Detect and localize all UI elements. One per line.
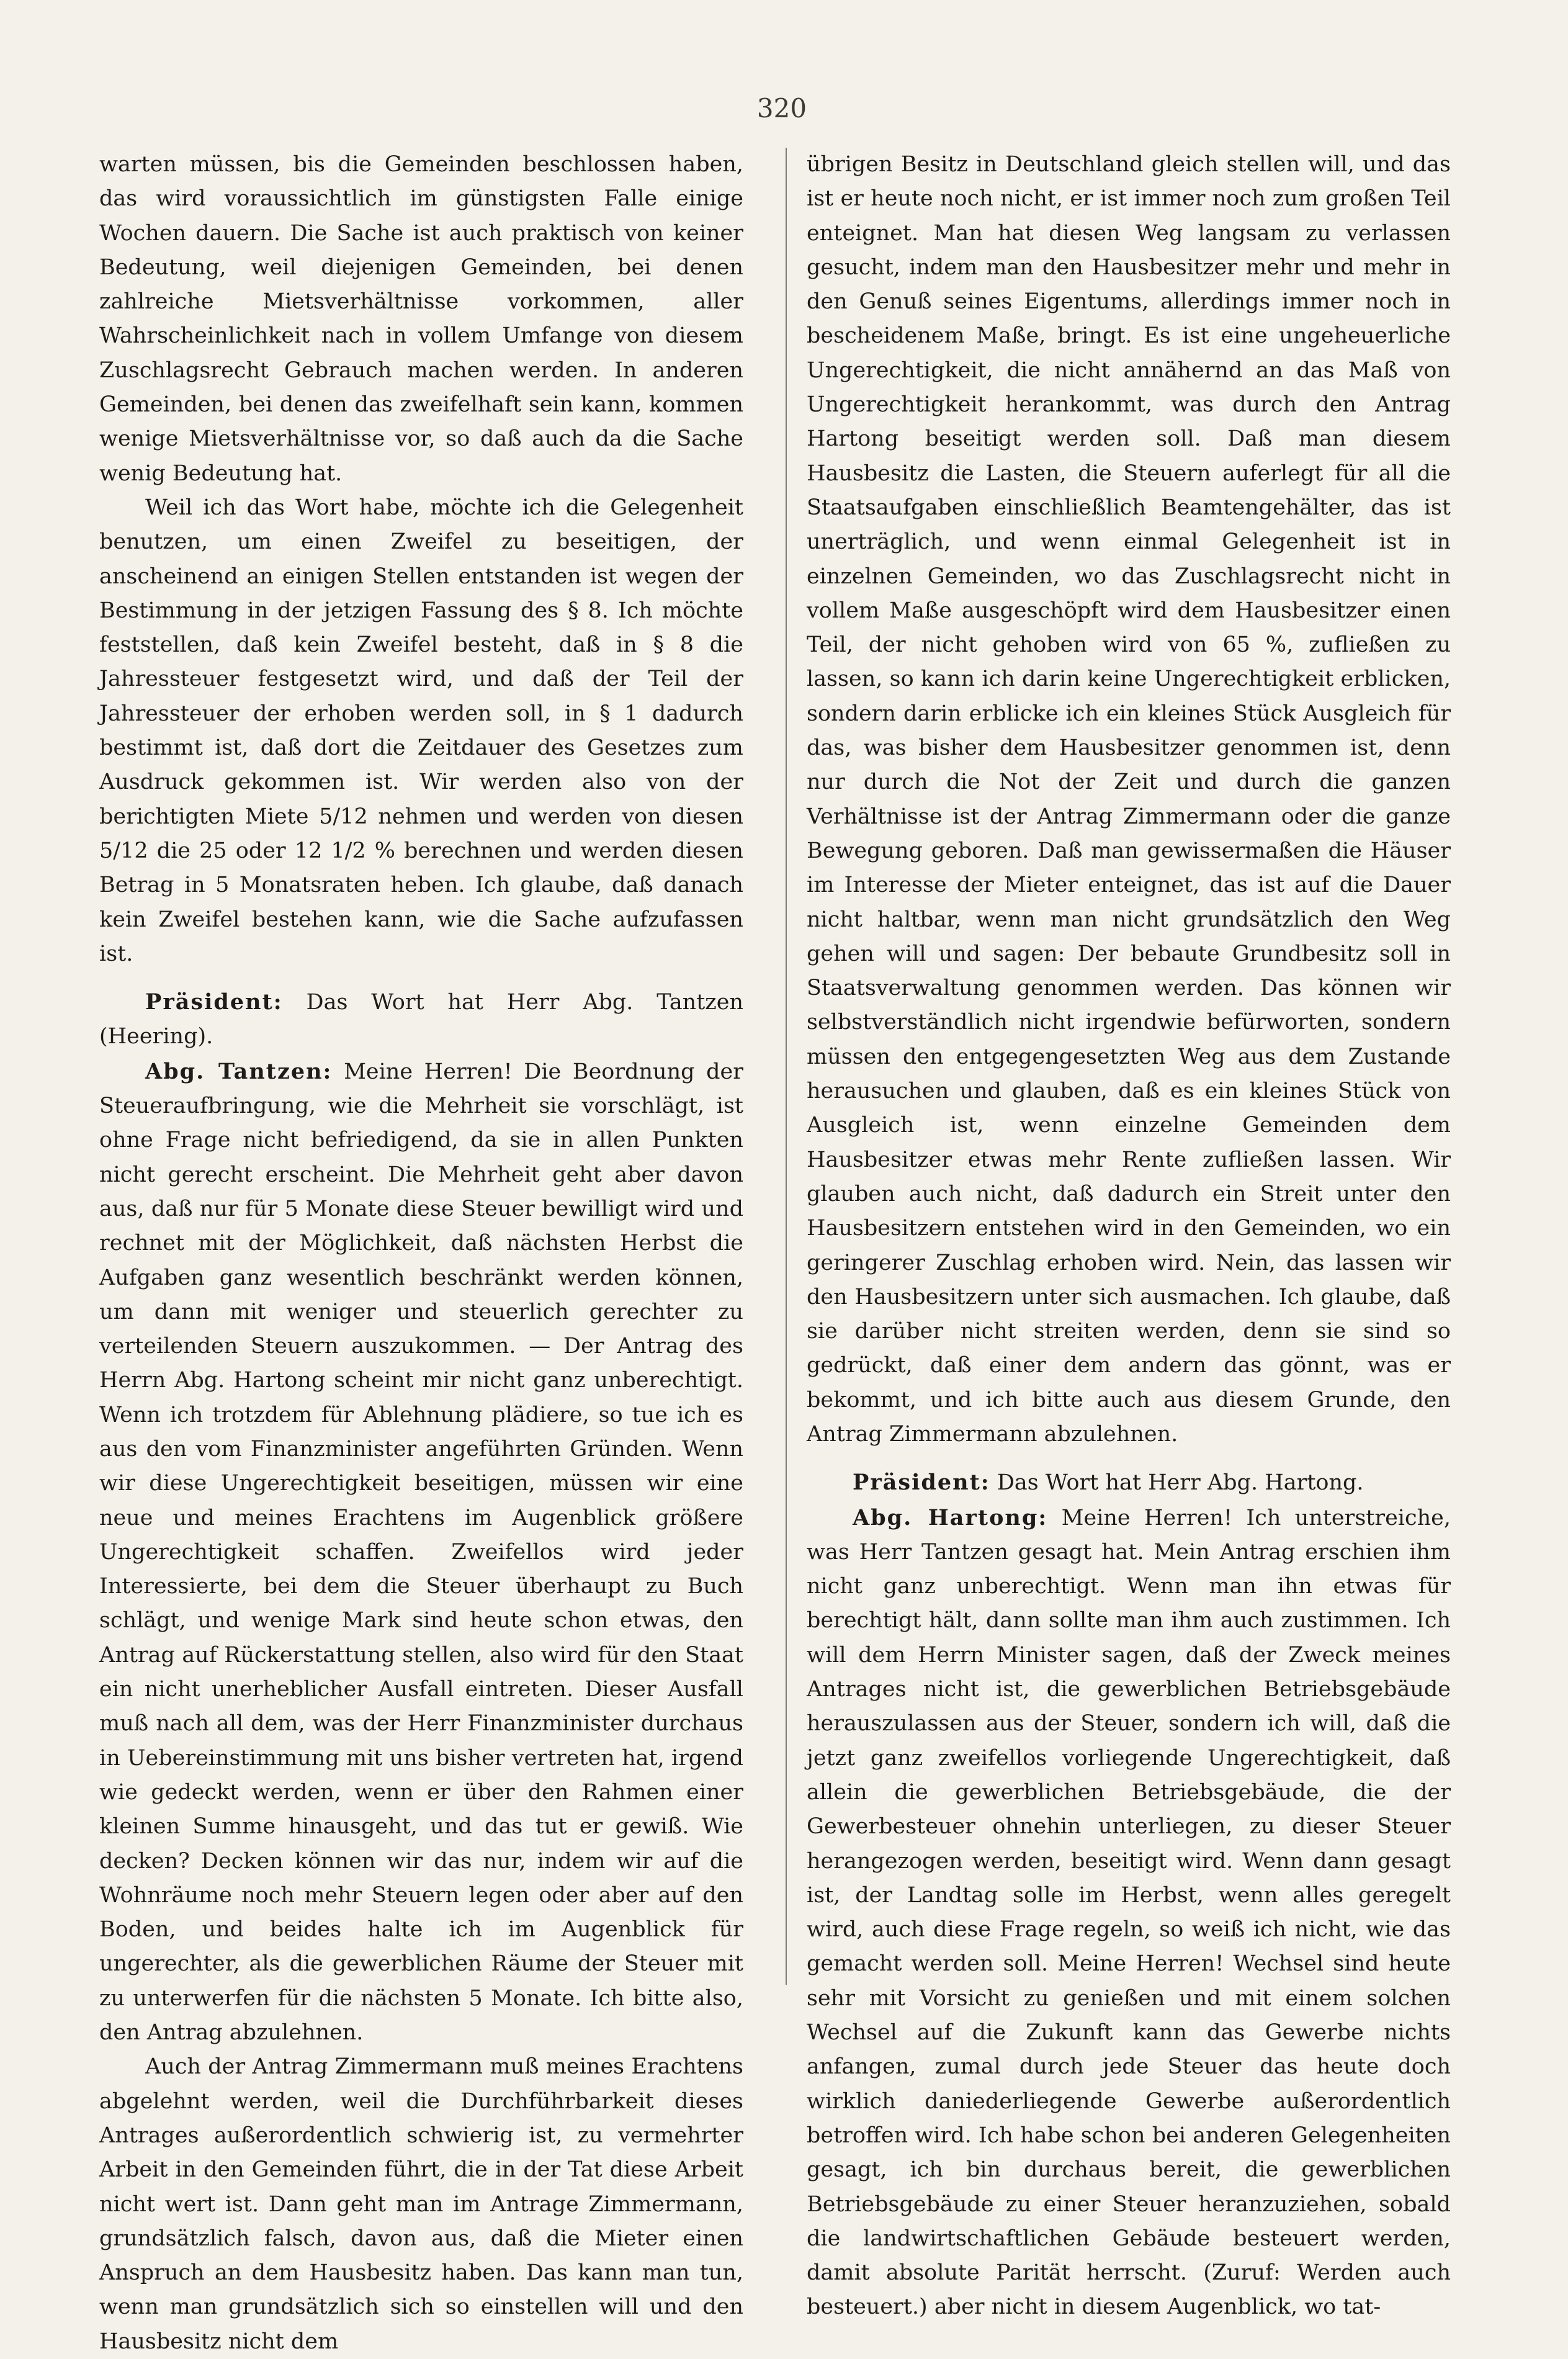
paragraph-text: warten müssen, bis die Gemeinden beschlossen haben, das wird voraussichtlich im günstigsten Falle einige Wochen dauern. Die Sache ist auch praktisch von keiner Bedeutung, weil diejenigen Gemeinden, bei denen zahlreiche Mietsverhältnisse vorkommen, aller Wahrscheinlichkeit nach in vollem Umfange von diesem Zuschlagsrecht Gebrauch machen werden. In anderen Gemeinden, bei denen das zweifelhaft sein kann, kommen wenige Mietsverhältnisse vor, so daß auch da die Sache wenig Bedeutung hat.: [99, 152, 743, 486]
paragraph: [807, 148, 1451, 1452]
speaker-label: Abg. Hartong:: [853, 1504, 1048, 1530]
page-number: 320: [756, 93, 807, 124]
left-column: [99, 148, 743, 2354]
paragraph-text: Meine Herren! Die Beordnung der Steueraufbringung, wie die Mehrheit sie vorschlägt, ist ohne Frage nicht befriedigend, da sie in allen Punkten nicht gerecht erscheint. Die Mehrheit geht aber davon aus, daß nur für 5 Monate diese Steuer bewilligt wird und rechnet mit der Möglichkeit, daß nächsten Herbst die Aufgaben ganz wesentlich beschränkt werden können, um dann mit weniger und steuerlich gerechter zu verteilenden Steuern auszukommen. — Der Antrag des Herrn Abg. Hartong scheint mir nicht ganz unberechtigt. Wenn ich trotzdem für Ablehnung plädiere, so tue ich es aus den vom Finanzminister angeführten Gründen. Wenn wir diese Ungerechtigkeit beseitigen, müssen wir eine neue und meines Erachtens im Augenblick größere Ungerechtigkeit schaffen. Zweifellos wird jeder Interessierte, bei dem die Steuer überhaupt zu Buch schlägt, und wenige Mark sind heute schon etwas, den Antrag auf Rückerstattung stellen, also wird für den Staat ein nicht unerheblicher Ausfall eintreten. Dieser Ausfall muß nach all dem, was der Herr Finanzminister durchaus in Uebereinstimmung mit uns bisher vertreten hat, irgend wie gedeckt werden, wenn er über den Rahmen einer kleinen Summe hinausgeht, und das tut er gewiß. Wie decken? Decken können wir das nur, indem wir auf die Wohnräume noch mehr Steuern legen oder aber auf den Boden, und beides halte ich im Augenblick für ungerechter, als die gewerblichen Räume der Steuer mit zu unterwerfen für die nächsten 5 Monate. Ich bitte also, den Antrag abzulehnen.: [99, 1059, 743, 2046]
column-divider: [786, 148, 787, 1985]
paragraph-text: Das Wort hat Herr Abg. Hartong.: [997, 1470, 1364, 1496]
paragraph: [99, 148, 743, 491]
paragraph-text: Das Wort hat Herr Abg. Tantzen (Heering).: [99, 990, 743, 1049]
speech-president: [99, 985, 743, 1054]
right-column: [807, 148, 1451, 2320]
paragraph-text: Auch der Antrag Zimmermann muß meines Erachtens abgelehnt werden, weil die Durchführbarkeit dieses Antrages außerordentlich schwierig ist, zu vermehrter Arbeit in den Gemeinden führt, die in der Tat diese Arbeit nicht wert ist. Dann geht man im Antrage Zimmermann, grundsätzlich falsch, davon aus, daß die Mieter einen Anspruch an dem Hausbesitz haben. Das kann man tun, wenn man grundsätzlich sich so einstellen will und den Hausbesitz nicht dem: [99, 2054, 743, 2354]
speech-hartong: [807, 1501, 1451, 2325]
paragraph: [99, 491, 743, 971]
paragraph-text: Weil ich das Wort habe, möchte ich die Gelegenheit benutzen, um einen Zweifel zu beseitigen, der anscheinend an einigen Stellen entstanden ist wegen der Bestimmung in der jetzigen Fassung des § 8. Ich möchte feststellen, daß kein Zweifel besteht, daß in § 8 die Jahressteuer festgesetzt wird, und daß der Teil der Jahressteuer der erhoben werden soll, in § 1 dadurch bestimmt ist, daß dort die Zeitdauer des Gesetzes zum Ausdruck gekommen ist. Wir werden also von der berichtigten Miete 5/12 nehmen und werden von diesen 5/12 die 25 oder 12 1/2 % berechnen und werden diesen Betrag in 5 Monatsraten heben. Ich glaube, daß danach kein Zweifel bestehen kann, wie die Sache aufzufassen ist.: [99, 495, 743, 966]
speech-president: [807, 1465, 1451, 1500]
speaker-label: Präsident:: [145, 989, 283, 1015]
paragraph-text: Meine Herren! Ich unterstreiche, was Herr Tantzen gesagt hat. Mein Antrag erschien ihm nicht ganz unberechtigt. Wenn man ihn etwas für berechtigt hält, dann sollte man ihm auch zustimmen. Ich will dem Herrn Minister sagen, daß der Zweck meines Antrages nicht ist, die gewerblichen Betriebsgebäude herauszulassen aus der Steuer, sondern ich will, daß die jetzt ganz zweifellos vorliegende Ungerechtigkeit, daß allein die gewerblichen Betriebsgebäude, die der Gewerbesteuer ohnehin unterliegen, zu dieser Steuer herangezogen werden, beseitigt wird. Wenn dann gesagt ist, der Landtag solle im Herbst, wenn alles geregelt wird, auch diese Frage regeln, so weiß ich nicht, wie das gemacht werden soll. Meine Herren! Wechsel sind heute sehr mit Vorsicht zu genießen und mit einem solchen Wechsel auf die Zukunft kann das Gewerbe nichts anfangen, zumal durch jede Steuer das heute doch wirklich daniederliegende Gewerbe außerordentlich betroffen wird. Ich habe schon bei anderen Gelegenheiten gesagt, ich bin durchaus bereit, die gewerblichen Betriebsgebäude zu einer Steuer heranzuziehen, sobald die landwirtschaftlichen Gebäude besteuert werden, damit absolute Parität herrscht. (Zuruf: Werden auch besteuert.) aber nicht in diesem Augenblick, wo tat-: [807, 1505, 1451, 2320]
speech-tantzen: [99, 1054, 743, 2051]
speaker-label: Abg. Tantzen:: [145, 1058, 333, 1084]
paragraph-text: übrigen Besitz in Deutschland gleich stellen will, und das ist er heute noch nicht, er ist immer noch zum großen Teil enteignet. Man hat diesen Weg langsam zu verlassen gesucht, indem man den Hausbesitzer mehr und mehr in den Genuß seines Eigentums, allerdings immer noch in bescheidenem Maße, bringt. Es ist eine ungeheuerliche Ungerechtigkeit, die nicht annähernd an das Maß von Ungerechtigkeit herankommt, was durch den Antrag Hartong beseitigt werden soll. Daß man diesem Hausbesitz die Lasten, die Steuern auferlegt für all die Staatsaufgaben einschließlich Beamtengehälter, das ist unerträglich, und wenn einmal Gelegenheit ist in einzelnen Gemeinden, wo das Zuschlagsrecht nicht in vollem Maße ausgeschöpft wird dem Hausbesitzer einen Teil, der nicht gehoben wird von 65 %, zufließen zu lassen, so kann ich darin keine Ungerechtigkeit erblicken, sondern darin erblicke ich ein kleines Stück Ausgleich für das, was bisher dem Hausbesitzer genommen ist, denn nur durch die Not der Zeit und durch die ganzen Verhältnisse ist der Antrag Zimmermann oder die ganze Bewegung geboren. Daß man gewissermaßen die Häuser im Interesse der Mieter enteignet, das ist auf die Dauer nicht haltbar, wenn man nicht grundsätzlich den Weg gehen will und sagen: Der bebaute Grundbesitz soll in Staatsverwaltung genommen werden. Das können wir selbstverständlich nicht irgendwie befürworten, sondern müssen den entgegengesetzten Weg aus dem Zustande herausuchen und glauben, daß es ein kleines Stück von Ausgleich ist, wenn einzelne Gemeinden dem Hausbesitzer etwas mehr Rente zufließen lassen. Wir glauben auch nicht, daß dadurch ein Streit unter den Hausbesitzern entstehen wird in den Gemeinden, wo ein geringerer Zuschlag erhoben wird. Nein, das lassen wir den Hausbesitzern unter sich ausmachen. Ich glaube, daß sie darüber nicht streiten werden, denn sie sind so gedrückt, daß einer dem andern das gönnt, was er bekommt, und ich bitte auch aus diesem Grunde, den Antrag Zimmermann abzulehnen.: [807, 152, 1451, 1447]
speaker-label: Präsident:: [853, 1470, 990, 1496]
paragraph: [99, 2050, 743, 2359]
